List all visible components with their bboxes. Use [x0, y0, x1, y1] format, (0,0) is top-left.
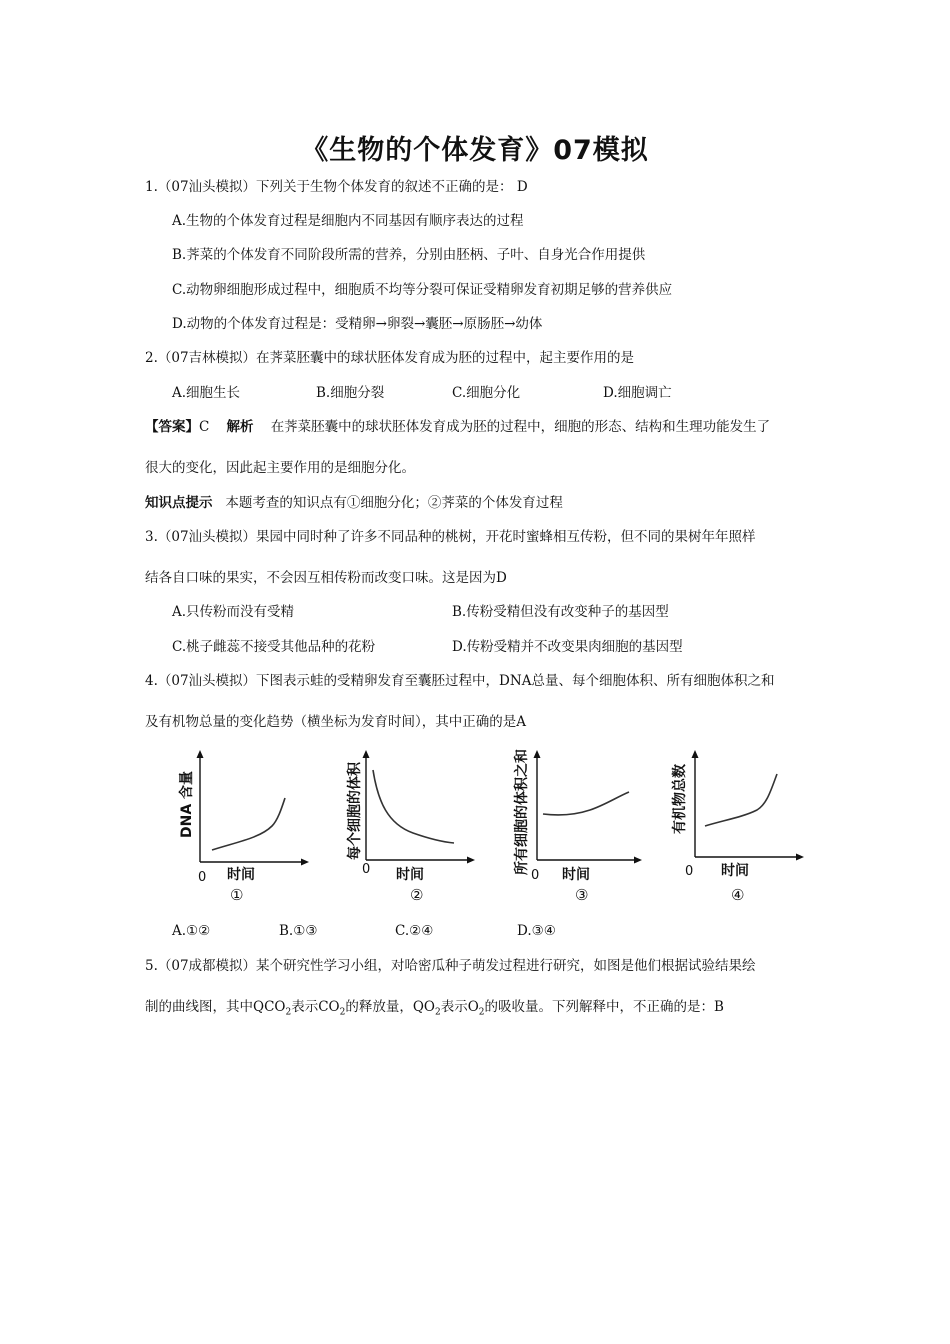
figure-4-xlabel: 时间 — [721, 863, 749, 879]
analysis-text-1: 在荠菜胚囊中的球状胚体发育成为胚的过程中，细胞的形态、结构和生理功能发生了 — [270, 419, 771, 435]
trend-curve — [373, 770, 454, 843]
q3-stem-1: 3.（07汕头模拟）果园中同时种了许多不同品种的桃树，开花时蜜蜂相互传粉，但不同的果树年年照样 — [145, 529, 756, 545]
q5-stem-1: 5.（07成都模拟）某个研究性学习小组，对哈密瓜种子萌发过程进行研究，如图是他们根据试验结果绘 — [145, 958, 756, 974]
y-axis-arrow — [363, 750, 370, 758]
q3-option-b: B.传粉受精但没有改变种子的基因型 — [452, 604, 669, 620]
q5-text: 的释放量，QO — [345, 999, 435, 1015]
figure-1 — [172, 742, 312, 907]
q1-option-c: C.动物卵细胞形成过程中，细胞质不均等分裂可保证受精卵发育初期足够的营养供应 — [172, 282, 673, 298]
q2-option-a: A.细胞生长 — [172, 385, 241, 401]
analysis-text-2: 很大的变化，因此起主要作用的是细胞分化。 — [145, 460, 415, 476]
q5-subscript: 2 — [339, 1007, 346, 1018]
q3-option-a: A.只传粉而没有受精 — [172, 604, 295, 620]
trend-curve — [212, 798, 285, 850]
figure-4-origin: 0 — [685, 864, 694, 879]
x-axis-arrow — [467, 857, 475, 864]
q4-option-c: C.②④ — [395, 923, 434, 939]
figure-3-number: ③ — [575, 886, 589, 904]
q3-option-d: D.传粉受精并不改变果肉细胞的基因型 — [452, 639, 683, 655]
q2-answer — [145, 418, 770, 436]
q5-subscript: 2 — [285, 1007, 292, 1018]
figure-1-ylabel: DNA 含量 — [179, 770, 195, 838]
q5-text: 制的曲线图，其中QCO — [145, 999, 286, 1015]
q4-stem-1: 4.（07汕头模拟）下图表示蛙的受精卵发育至囊胚过程中，DNA总量、每个细胞体积、所有细胞体积之和 — [145, 673, 775, 689]
figure-2-origin: 0 — [362, 862, 371, 877]
q5-subscript: 2 — [434, 1007, 441, 1018]
q1-stem: 1.（07汕头模拟）下列关于生物个体发育的叙述不正确的是： D — [145, 179, 528, 195]
figure-2-ylabel: 每个细胞的体积 — [347, 762, 363, 860]
q2-option-c: C.细胞分化 — [452, 385, 521, 401]
q2-option-b: B.细胞分裂 — [316, 385, 385, 401]
figure-4-ylabel: 有机物总数 — [672, 764, 688, 834]
figure-4 — [665, 742, 805, 907]
figure-4-number: ④ — [731, 886, 745, 904]
q2-hint — [145, 494, 563, 512]
q3-stem-2: 结各自口味的果实，不会因互相传粉而改变口味。这是因为D — [145, 570, 507, 586]
x-axis-arrow — [796, 854, 804, 861]
figure-3-ylabel: 所有细胞的体积之和 — [514, 749, 530, 875]
figure-2 — [338, 742, 478, 907]
y-axis-arrow — [197, 750, 204, 758]
page-title: 《生物的个体发育》07模拟 — [301, 135, 649, 166]
q2-option-d: D.细胞调亡 — [603, 385, 672, 401]
figure-2-number: ② — [410, 886, 424, 904]
y-axis-arrow — [534, 750, 541, 758]
trend-curve — [543, 792, 629, 815]
q1-option-d: D.动物的个体发育过程是：受精卵→卵裂→囊胚→原肠胚→幼体 — [172, 316, 543, 332]
figure-1-origin: 0 — [198, 870, 207, 885]
figure-1-xlabel: 时间 — [227, 867, 255, 883]
q5-text: 表示O — [440, 999, 479, 1015]
hint-label: 知识点提示 — [145, 495, 213, 511]
figure-3-xlabel: 时间 — [562, 867, 590, 883]
answer-value: C — [199, 419, 210, 435]
figure-2-xlabel: 时间 — [396, 867, 424, 883]
q5-text: 表示CO — [291, 999, 340, 1015]
x-axis-arrow — [634, 857, 642, 864]
figure-3-origin: 0 — [531, 868, 540, 883]
q4-option-d: D.③④ — [517, 923, 556, 939]
q5-text: 的吸收量。下列解释中，不正确的是：B — [484, 999, 724, 1015]
q1-option-b: B.荠菜的个体发育不同阶段所需的营养，分别由胚柄、子叶、自身光合作用提供 — [172, 247, 646, 263]
x-axis-arrow — [301, 859, 309, 866]
answer-label: 【答案】 — [145, 419, 199, 435]
figure-3 — [505, 742, 645, 907]
q4-stem-2: 及有机物总量的变化趋势（横坐标为发育时间），其中正确的是A — [145, 714, 526, 730]
trend-curve — [705, 774, 777, 826]
q2-stem: 2.（07吉林模拟）在荠菜胚囊中的球状胚体发育成为胚的过程中，起主要作用的是 — [145, 350, 635, 366]
q4-option-a: A.①② — [172, 923, 211, 939]
hint-text: 本题考查的知识点有①细胞分化；②荠菜的个体发育过程 — [225, 495, 563, 511]
q3-option-c: C.桃子雌蕊不接受其他品种的花粉 — [172, 639, 376, 655]
q4-option-b: B.①③ — [279, 923, 318, 939]
analysis-label: 解析 — [226, 419, 254, 435]
q5-stem-2 — [145, 998, 724, 1022]
y-axis-arrow — [692, 750, 699, 758]
q5-subscript: 2 — [478, 1007, 485, 1018]
figure-1-number: ① — [230, 886, 244, 904]
q1-option-a: A.生物的个体发育过程是细胞内不同基因有顺序表达的过程 — [172, 213, 524, 229]
